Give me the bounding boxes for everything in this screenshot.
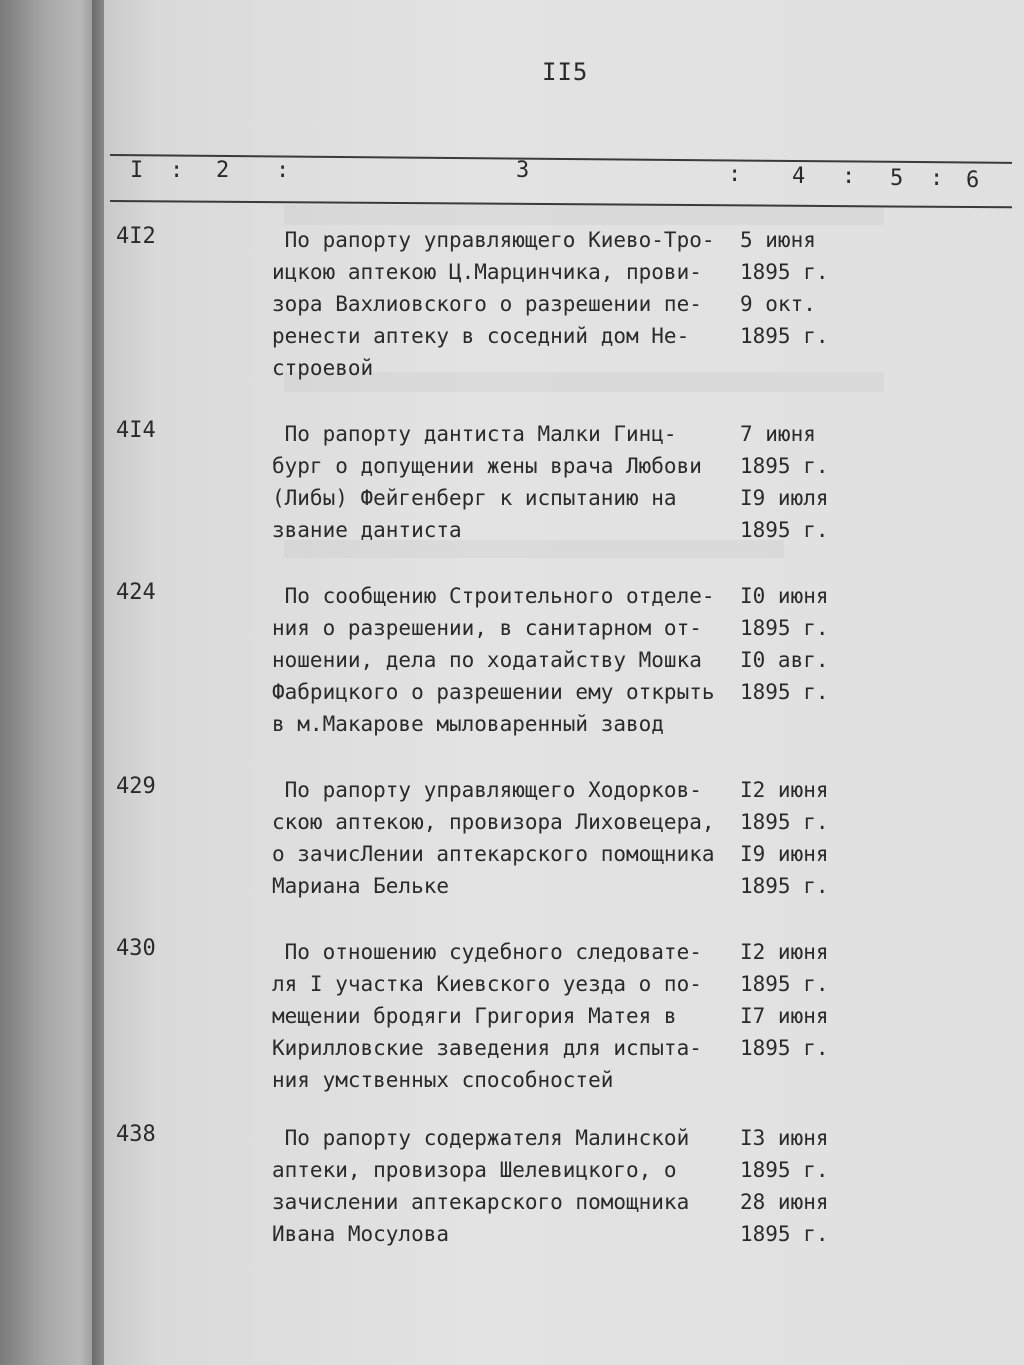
entry-description: По отношению судебного следовате- ля I участка Киевского уезда о по- мещении бродяги Григория Матея в Кирилловские заведения для испыта- ния умственных способностей <box>272 940 702 1092</box>
entry-description: По сообщению Строительного отделе- ния о разрешении, в санитарном от- ношении, дела по ходатайству Мошка Фабрицкого о разрешении ему открыть в м.Макарове мыловаренный завод <box>272 584 715 736</box>
entry-description: По рапорту управляющего Ходорков- скою аптекою, провизора Лиховецера, о зачисЛении аптекарского помощника Мариана Бельке <box>272 778 715 898</box>
column-separator: : <box>170 158 184 183</box>
entry-dates: 7 июня 1895 г. I9 июля 1895 г. <box>740 422 829 542</box>
column-header-3: 3 <box>516 158 530 183</box>
document-page <box>104 0 1024 1365</box>
entry-dates: I2 июня 1895 г. I7 июня 1895 г. <box>740 940 829 1060</box>
facing-page-edge <box>0 0 100 1365</box>
column-header-6: 6 <box>966 168 980 193</box>
column-header-2: 2 <box>216 158 230 183</box>
column-separator: : <box>276 158 290 183</box>
entry-number: 430 <box>116 936 156 961</box>
entry-number: 424 <box>116 580 156 605</box>
column-separator: : <box>842 164 856 189</box>
column-header-4: 4 <box>792 164 806 189</box>
column-header-5: 5 <box>890 166 904 191</box>
entry-dates: I2 июня 1895 г. I9 июня 1895 г. <box>740 778 829 898</box>
entry-number: 4I4 <box>116 418 156 443</box>
column-separator: : <box>930 166 944 191</box>
entry-dates: I0 июня 1895 г. I0 авг. 1895 г. <box>740 584 829 704</box>
entry-number: 4I2 <box>116 224 156 249</box>
column-header-1: I <box>130 158 144 183</box>
entry-description: По рапорту дантиста Малки Гинц- бург о допущении жены врача Любови (Либы) Фейгенберг к испытанию на звание дантиста <box>272 422 702 542</box>
entry-number: 429 <box>116 774 156 799</box>
entry-number: 438 <box>116 1122 156 1147</box>
entry-description: По рапорту управляющего Киево-Тро- ицкою аптекою Ц.Марцинчика, прови- зора Вахлиовского о разрешении пе- ренести аптеку в соседний дом Не- строевой <box>272 228 715 380</box>
entry-dates: I3 июня 1895 г. 28 июня 1895 г. <box>740 1126 829 1246</box>
entry-dates: 5 июня 1895 г. 9 окт. 1895 г. <box>740 228 829 348</box>
column-separator: : <box>728 162 742 187</box>
entry-description: По рапорту содержателя Малинской аптеки, провизора Шелевицкого, о зачислении аптекарского помощника Ивана Мосулова <box>272 1126 690 1246</box>
table-header-top-rule <box>110 154 1012 164</box>
page-number: II5 <box>542 58 589 86</box>
bleed-through-shadow <box>284 205 884 225</box>
